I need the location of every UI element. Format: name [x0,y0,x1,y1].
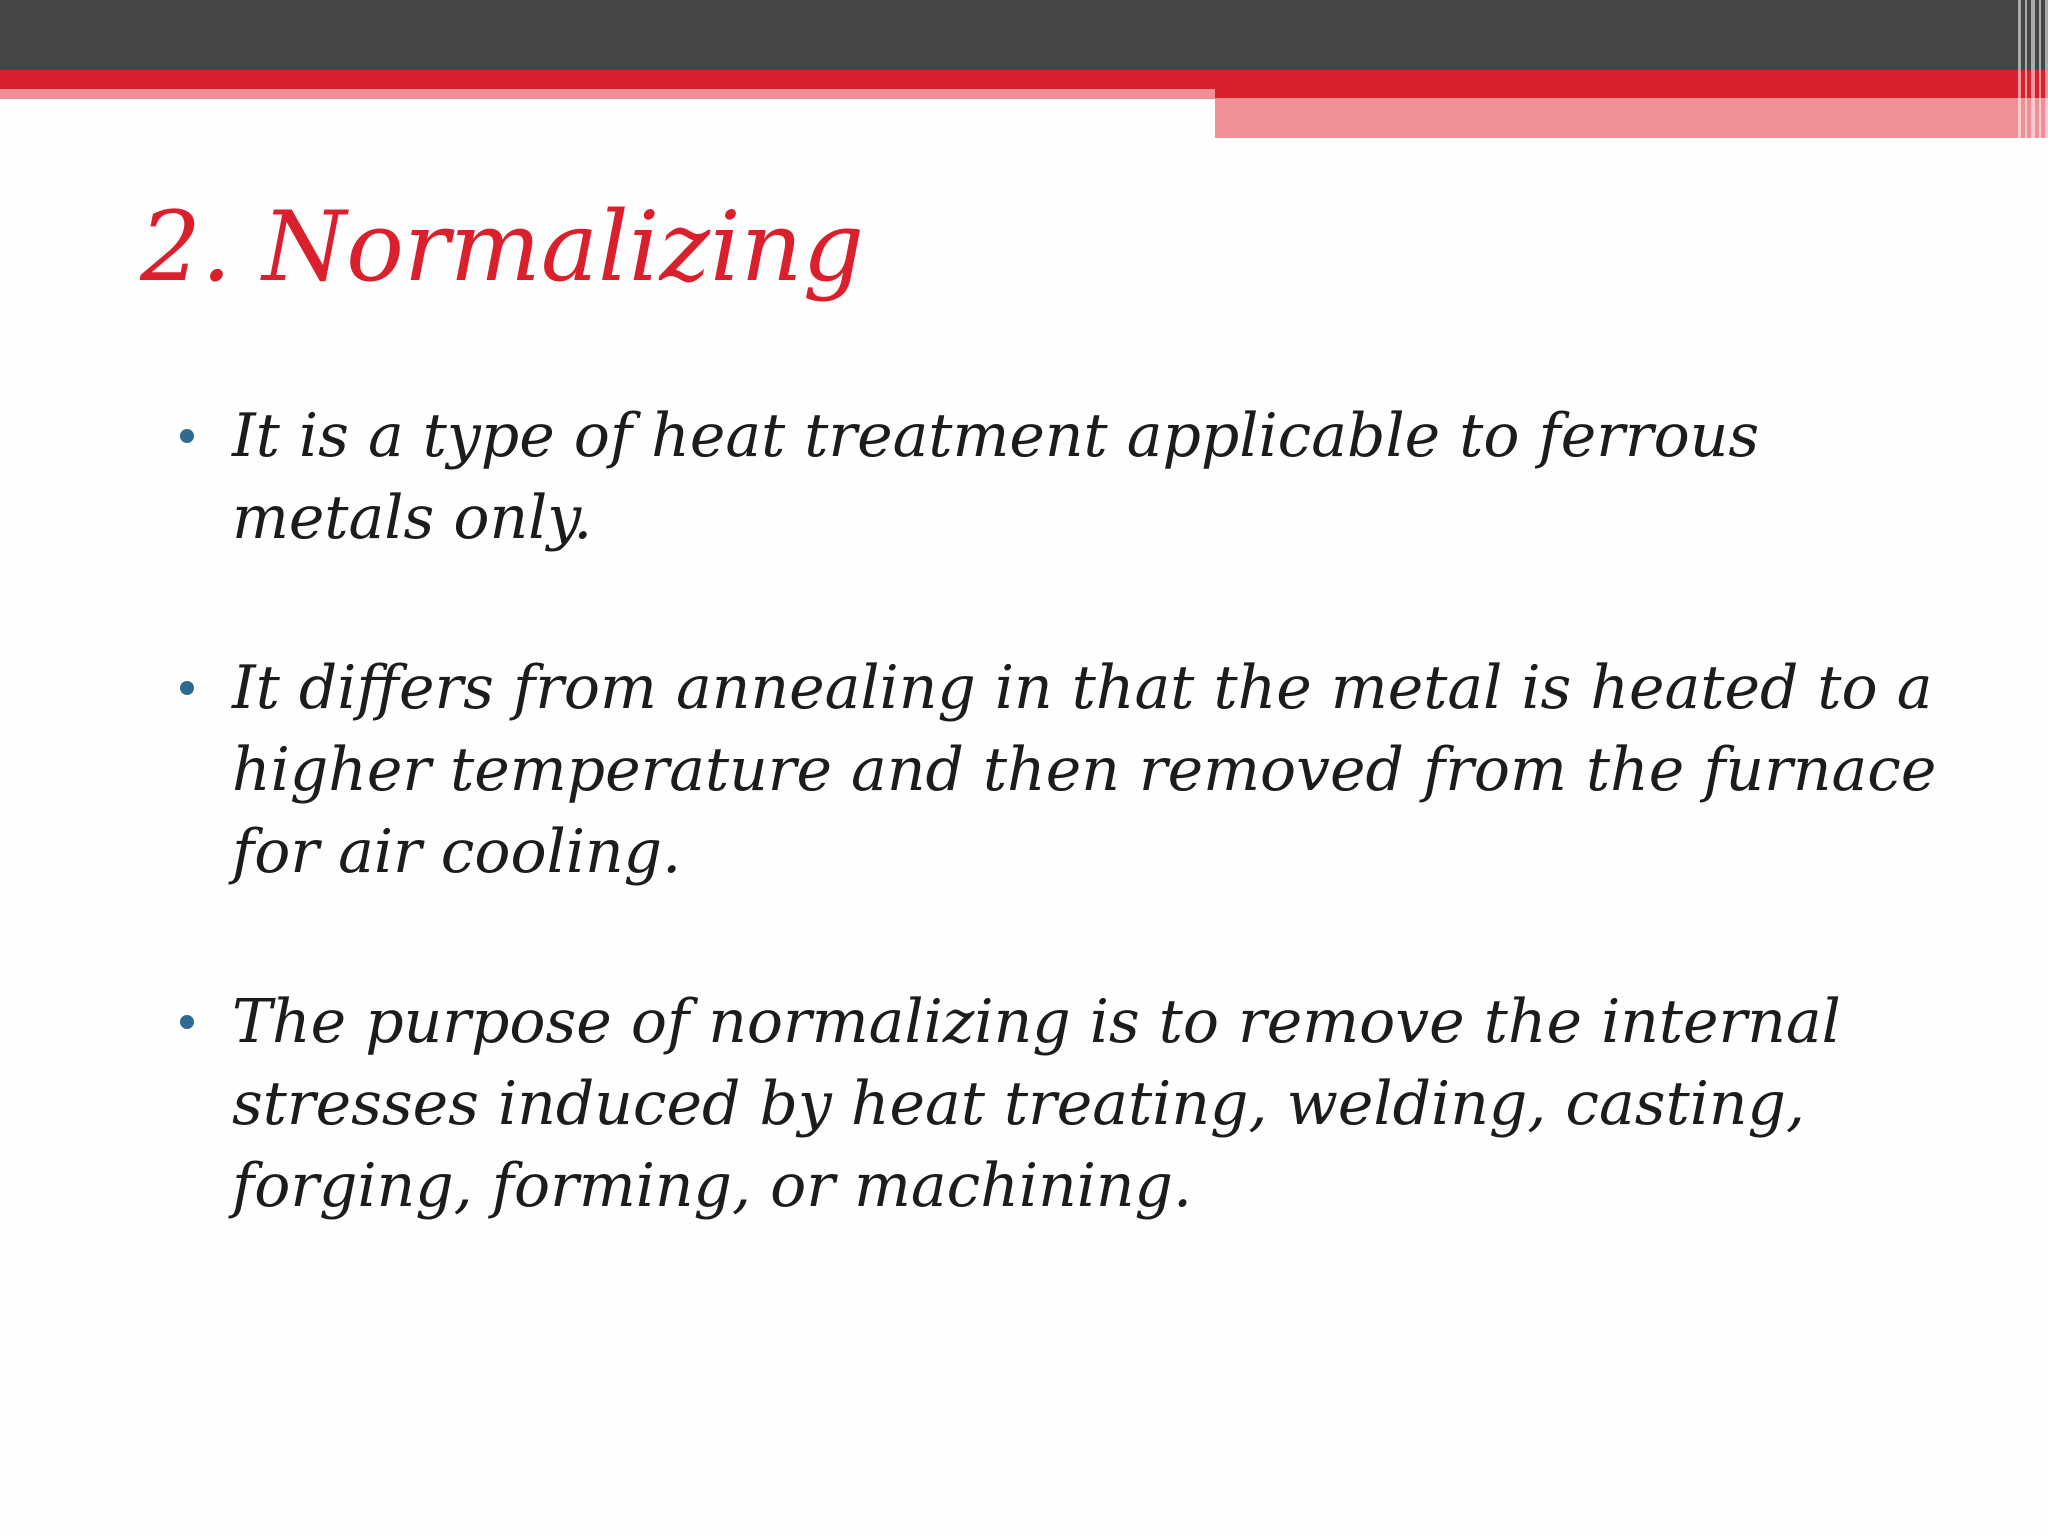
bullet-item [170,647,1970,893]
header-stripe [2039,0,2041,138]
header-dark-band [0,0,2048,70]
bullet-item [170,981,1970,1227]
bullet-text: The purpose of normalizing is to remove the internal stresses induced by heat treating, welding, casting, forging, forming, or machining. [232,987,1841,1221]
header-stripe [2018,0,2021,138]
bullet-text: It is a type of heat treatment applicable to ferrous metals only. [232,401,1760,553]
header-pink-band-left [0,89,1215,99]
bullet-marker-icon [180,681,194,695]
bullet-text: It differs from annealing in that the metal is heated to a higher temperature and then removed from the furnace for air cooling. [232,653,1937,887]
bullet-item [170,395,1970,559]
header-stripes [2000,0,2048,138]
slide-title: 2. Normalizing [140,191,865,303]
bullet-marker-icon [180,429,194,443]
header-stripe [2031,0,2035,138]
bullet-list [170,395,1970,1315]
bullet-marker-icon [180,1015,194,1029]
header-stripe [2025,0,2027,138]
header-pink-band-right [1215,98,2048,138]
